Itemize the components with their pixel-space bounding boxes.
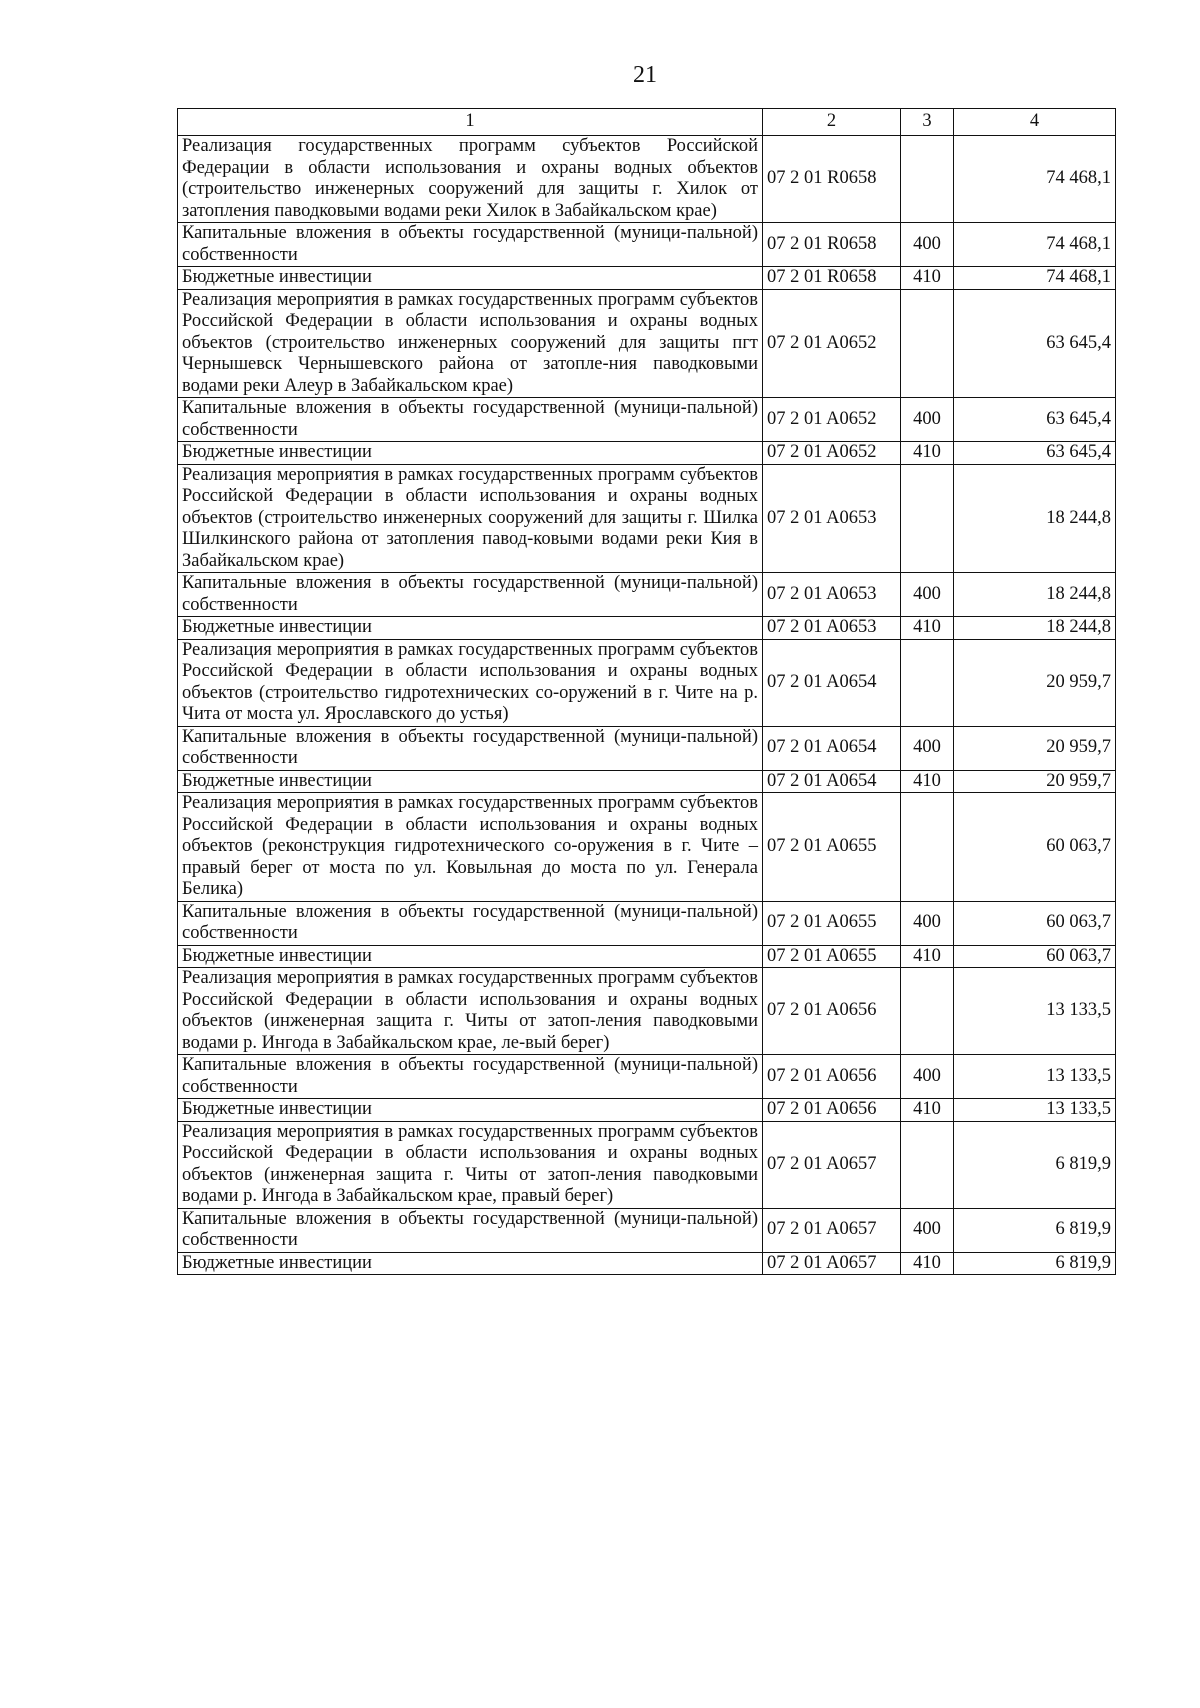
item-name-cell: Капитальные вложения в объекты государственной (муници-пальной) собственности xyxy=(178,1208,763,1252)
column-header: 1 xyxy=(178,109,763,136)
target-code-cell: 07 2 01 A0654 xyxy=(763,770,901,793)
target-code-cell: 07 2 01 A0652 xyxy=(763,289,901,398)
table-row xyxy=(178,901,1116,945)
amount-cell: 18 244,8 xyxy=(954,464,1116,573)
target-code-cell: 07 2 01 A0652 xyxy=(763,442,901,465)
table-row xyxy=(178,726,1116,770)
expense-type-cell: 400 xyxy=(901,1208,954,1252)
item-name-cell: Бюджетные инвестиции xyxy=(178,770,763,793)
expense-type-cell: 410 xyxy=(901,1099,954,1122)
item-name-cell: Капитальные вложения в объекты государственной (муници-пальной) собственности xyxy=(178,573,763,617)
expense-type-cell: 400 xyxy=(901,1055,954,1099)
expense-type-cell xyxy=(901,289,954,398)
item-name-cell: Бюджетные инвестиции xyxy=(178,1099,763,1122)
target-code-cell: 07 2 01 A0653 xyxy=(763,464,901,573)
item-name-cell: Реализация мероприятия в рамках государственных программ субъектов Российской Федерации в области использования и охраны водных объектов (строительство гидротехнических со-оружений в г. Чите на р. Чита от моста ул. Ярославского до устья) xyxy=(178,639,763,726)
table-row xyxy=(178,136,1116,223)
column-header: 2 xyxy=(763,109,901,136)
target-code-cell: 07 2 01 R0658 xyxy=(763,267,901,290)
table-row xyxy=(178,968,1116,1055)
target-code-cell: 07 2 01 A0657 xyxy=(763,1252,901,1275)
table-row xyxy=(178,464,1116,573)
item-name-cell: Бюджетные инвестиции xyxy=(178,442,763,465)
expense-type-cell xyxy=(901,1121,954,1208)
amount-cell: 18 244,8 xyxy=(954,617,1116,640)
amount-cell: 63 645,4 xyxy=(954,398,1116,442)
amount-cell: 6 819,9 xyxy=(954,1121,1116,1208)
expense-type-cell: 400 xyxy=(901,398,954,442)
table-row xyxy=(178,267,1116,290)
target-code-cell: 07 2 01 A0656 xyxy=(763,1055,901,1099)
item-name-cell: Реализация мероприятия в рамках государственных программ субъектов Российской Федерации в области использования и охраны водных объектов (реконструкция гидротехнического со-оружения в г. Чите – правый берег от моста по ул. Ковыльная до моста по ул. Генерала Белика) xyxy=(178,793,763,902)
table-row xyxy=(178,573,1116,617)
expense-type-cell xyxy=(901,136,954,223)
item-name-cell: Реализация государственных программ субъектов Российской Федерации в области использования и охраны водных объектов (строительство инженерных сооружений для защиты г. Хилок от затопления паводковыми водами реки Хилок в Забайкальском крае) xyxy=(178,136,763,223)
table-row xyxy=(178,945,1116,968)
amount-cell: 6 819,9 xyxy=(954,1252,1116,1275)
target-code-cell: 07 2 01 A0657 xyxy=(763,1121,901,1208)
target-code-cell: 07 2 01 A0653 xyxy=(763,573,901,617)
item-name-cell: Капитальные вложения в объекты государственной (муници-пальной) собственности xyxy=(178,223,763,267)
target-code-cell: 07 2 01 A0655 xyxy=(763,945,901,968)
target-code-cell: 07 2 01 A0653 xyxy=(763,617,901,640)
table-row xyxy=(178,1099,1116,1122)
target-code-cell: 07 2 01 A0656 xyxy=(763,968,901,1055)
amount-cell: 13 133,5 xyxy=(954,1055,1116,1099)
budget-table xyxy=(177,108,1116,1275)
table-row xyxy=(178,1121,1116,1208)
target-code-cell: 07 2 01 A0652 xyxy=(763,398,901,442)
column-header: 3 xyxy=(901,109,954,136)
target-code-cell: 07 2 01 A0655 xyxy=(763,793,901,902)
expense-type-cell: 400 xyxy=(901,901,954,945)
table-row xyxy=(178,1055,1116,1099)
page-number: 21 xyxy=(633,62,657,88)
item-name-cell: Капитальные вложения в объекты государственной (муници-пальной) собственности xyxy=(178,901,763,945)
expense-type-cell: 410 xyxy=(901,945,954,968)
amount-cell: 20 959,7 xyxy=(954,726,1116,770)
amount-cell: 13 133,5 xyxy=(954,968,1116,1055)
table-row xyxy=(178,1208,1116,1252)
amount-cell: 74 468,1 xyxy=(954,136,1116,223)
expense-type-cell: 410 xyxy=(901,617,954,640)
table-row xyxy=(178,223,1116,267)
header-row xyxy=(178,109,1116,136)
expense-type-cell: 410 xyxy=(901,1252,954,1275)
amount-cell: 20 959,7 xyxy=(954,639,1116,726)
expense-type-cell: 410 xyxy=(901,442,954,465)
table-row xyxy=(178,617,1116,640)
table-row xyxy=(178,639,1116,726)
table-row xyxy=(178,398,1116,442)
item-name-cell: Капитальные вложения в объекты государственной (муници-пальной) собственности xyxy=(178,726,763,770)
target-code-cell: 07 2 01 A0656 xyxy=(763,1099,901,1122)
target-code-cell: 07 2 01 A0655 xyxy=(763,901,901,945)
table-row xyxy=(178,1252,1116,1275)
expense-type-cell xyxy=(901,464,954,573)
item-name-cell: Реализация мероприятия в рамках государственных программ субъектов Российской Федерации в области использования и охраны водных объектов (инженерная защита г. Читы от затоп-ления паводковыми водами р. Ингода в Забайкальском крае, ле-вый берег) xyxy=(178,968,763,1055)
column-header: 4 xyxy=(954,109,1116,136)
expense-type-cell: 400 xyxy=(901,223,954,267)
target-code-cell: 07 2 01 R0658 xyxy=(763,223,901,267)
expense-type-cell: 410 xyxy=(901,267,954,290)
table-row xyxy=(178,770,1116,793)
amount-cell: 60 063,7 xyxy=(954,945,1116,968)
expense-type-cell xyxy=(901,968,954,1055)
expense-type-cell: 410 xyxy=(901,770,954,793)
target-code-cell: 07 2 01 A0657 xyxy=(763,1208,901,1252)
expense-type-cell: 400 xyxy=(901,573,954,617)
item-name-cell: Капитальные вложения в объекты государственной (муници-пальной) собственности xyxy=(178,398,763,442)
table-body xyxy=(178,136,1116,1275)
expense-type-cell xyxy=(901,639,954,726)
item-name-cell: Бюджетные инвестиции xyxy=(178,267,763,290)
item-name-cell: Капитальные вложения в объекты государственной (муници-пальной) собственности xyxy=(178,1055,763,1099)
target-code-cell: 07 2 01 A0654 xyxy=(763,639,901,726)
target-code-cell: 07 2 01 A0654 xyxy=(763,726,901,770)
item-name-cell: Реализация мероприятия в рамках государственных программ субъектов Российской Федерации в области использования и охраны водных объектов (строительство инженерных сооружений для защиты пгт Чернышевск Чернышевского района от затопле-ния паводковыми водами реки Алеур в Забайкальском крае) xyxy=(178,289,763,398)
amount-cell: 63 645,4 xyxy=(954,289,1116,398)
amount-cell: 18 244,8 xyxy=(954,573,1116,617)
amount-cell: 63 645,4 xyxy=(954,442,1116,465)
table-row xyxy=(178,442,1116,465)
item-name-cell: Реализация мероприятия в рамках государственных программ субъектов Российской Федерации в области использования и охраны водных объектов (инженерная защита г. Читы от затоп-ления паводковыми водами р. Ингода в Забайкальском крае, правый берег) xyxy=(178,1121,763,1208)
table-row xyxy=(178,289,1116,398)
expense-type-cell: 400 xyxy=(901,726,954,770)
amount-cell: 20 959,7 xyxy=(954,770,1116,793)
amount-cell: 6 819,9 xyxy=(954,1208,1116,1252)
item-name-cell: Реализация мероприятия в рамках государственных программ субъектов Российской Федерации в области использования и охраны водных объектов (строительство инженерных сооружений для защиты г. Шилка Шилкинского района от затопления павод-ковыми водами реки Кия в Забайкальском крае) xyxy=(178,464,763,573)
item-name-cell: Бюджетные инвестиции xyxy=(178,945,763,968)
expense-type-cell xyxy=(901,793,954,902)
item-name-cell: Бюджетные инвестиции xyxy=(178,1252,763,1275)
table-row xyxy=(178,793,1116,902)
amount-cell: 60 063,7 xyxy=(954,793,1116,902)
amount-cell: 60 063,7 xyxy=(954,901,1116,945)
amount-cell: 74 468,1 xyxy=(954,223,1116,267)
item-name-cell: Бюджетные инвестиции xyxy=(178,617,763,640)
target-code-cell: 07 2 01 R0658 xyxy=(763,136,901,223)
amount-cell: 74 468,1 xyxy=(954,267,1116,290)
amount-cell: 13 133,5 xyxy=(954,1099,1116,1122)
